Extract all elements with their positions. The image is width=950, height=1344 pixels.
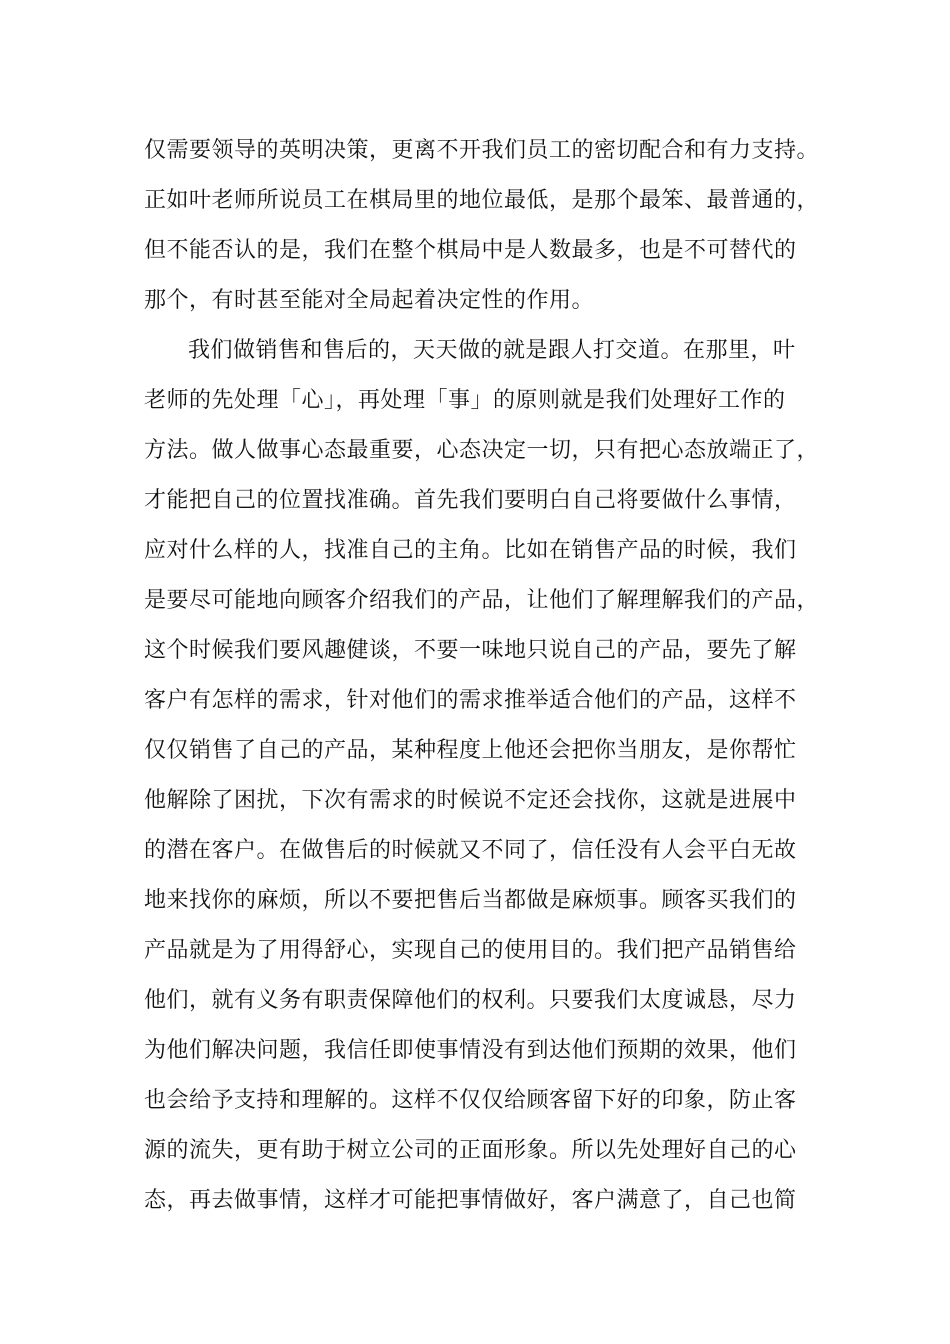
text-line: 仅需要领导的英明决策，更离不开我们员工的密切配合和有力支持。 [144,138,820,163]
text-line: 方法。做人做事心态最重要，心态决定一切，只有把心态放端正了， [144,438,820,463]
text-line: 才能把自己的位置找准确。首先我们要明白自己将要做什么事情， [144,488,797,513]
text-line: 应对什么样的人，找准自己的主角。比如在销售产品的时候，我们 [144,538,797,563]
text-line: 老师的先处理「心」，再处理「事」的原则就是我们处理好工作的 [144,388,786,413]
text-line: 也会给予支持和理解的。这样不仅仅给顾客留下好的印象，防止客 [144,1088,797,1113]
text-line: 客户有怎样的需求，针对他们的需求推举适合他们的产品，这样不 [144,688,797,713]
text-line: 源的流失，更有助于树立公司的正面形象。所以先处理好自己的心 [144,1138,797,1163]
text-line: 这个时候我们要风趣健谈，不要一味地只说自己的产品，要先了解 [144,638,797,663]
text-line: 为他们解决问题，我信任即使事情没有到达他们预期的效果，他们 [144,1038,797,1063]
text-line: 他解除了困扰，下次有需求的时候说不定还会找你，这就是进展中 [144,788,797,813]
text-line: 他们，就有义务有职责保障他们的权利。只要我们太度诚恳，尽力 [144,988,797,1013]
text-line: 正如叶老师所说员工在棋局里的地位最低，是那个最笨、最普通的， [144,188,820,213]
text-line: 是要尽可能地向顾客介绍我们的产品，让他们了解理解我们的产品， [144,588,820,613]
text-line: 的潜在客户。在做售后的时候就又不同了，信任没有人会平白无故 [144,838,797,863]
text-line: 态，再去做事情，这样才可能把事情做好，客户满意了，自己也简 [144,1188,797,1213]
text-line: 仅仅销售了自己的产品，某种程度上他还会把你当朋友，是你帮忙 [144,738,797,763]
text-line: 那个，有时甚至能对全局起着决定性的作用。 [144,288,595,313]
body-text [144,126,844,1226]
text-line: 地来找你的麻烦，所以不要把售后当都做是麻烦事。顾客买我们的 [144,888,797,913]
text-line: 但不能否认的是，我们在整个棋局中是人数最多，也是不可替代的 [144,238,797,263]
text-line: 产品就是为了用得舒心，实现自己的使用目的。我们把产品销售给 [144,938,797,963]
paragraph-first-line: 我们做销售和售后的，天天做的就是跟人打交道。在那里，叶 [188,338,796,363]
